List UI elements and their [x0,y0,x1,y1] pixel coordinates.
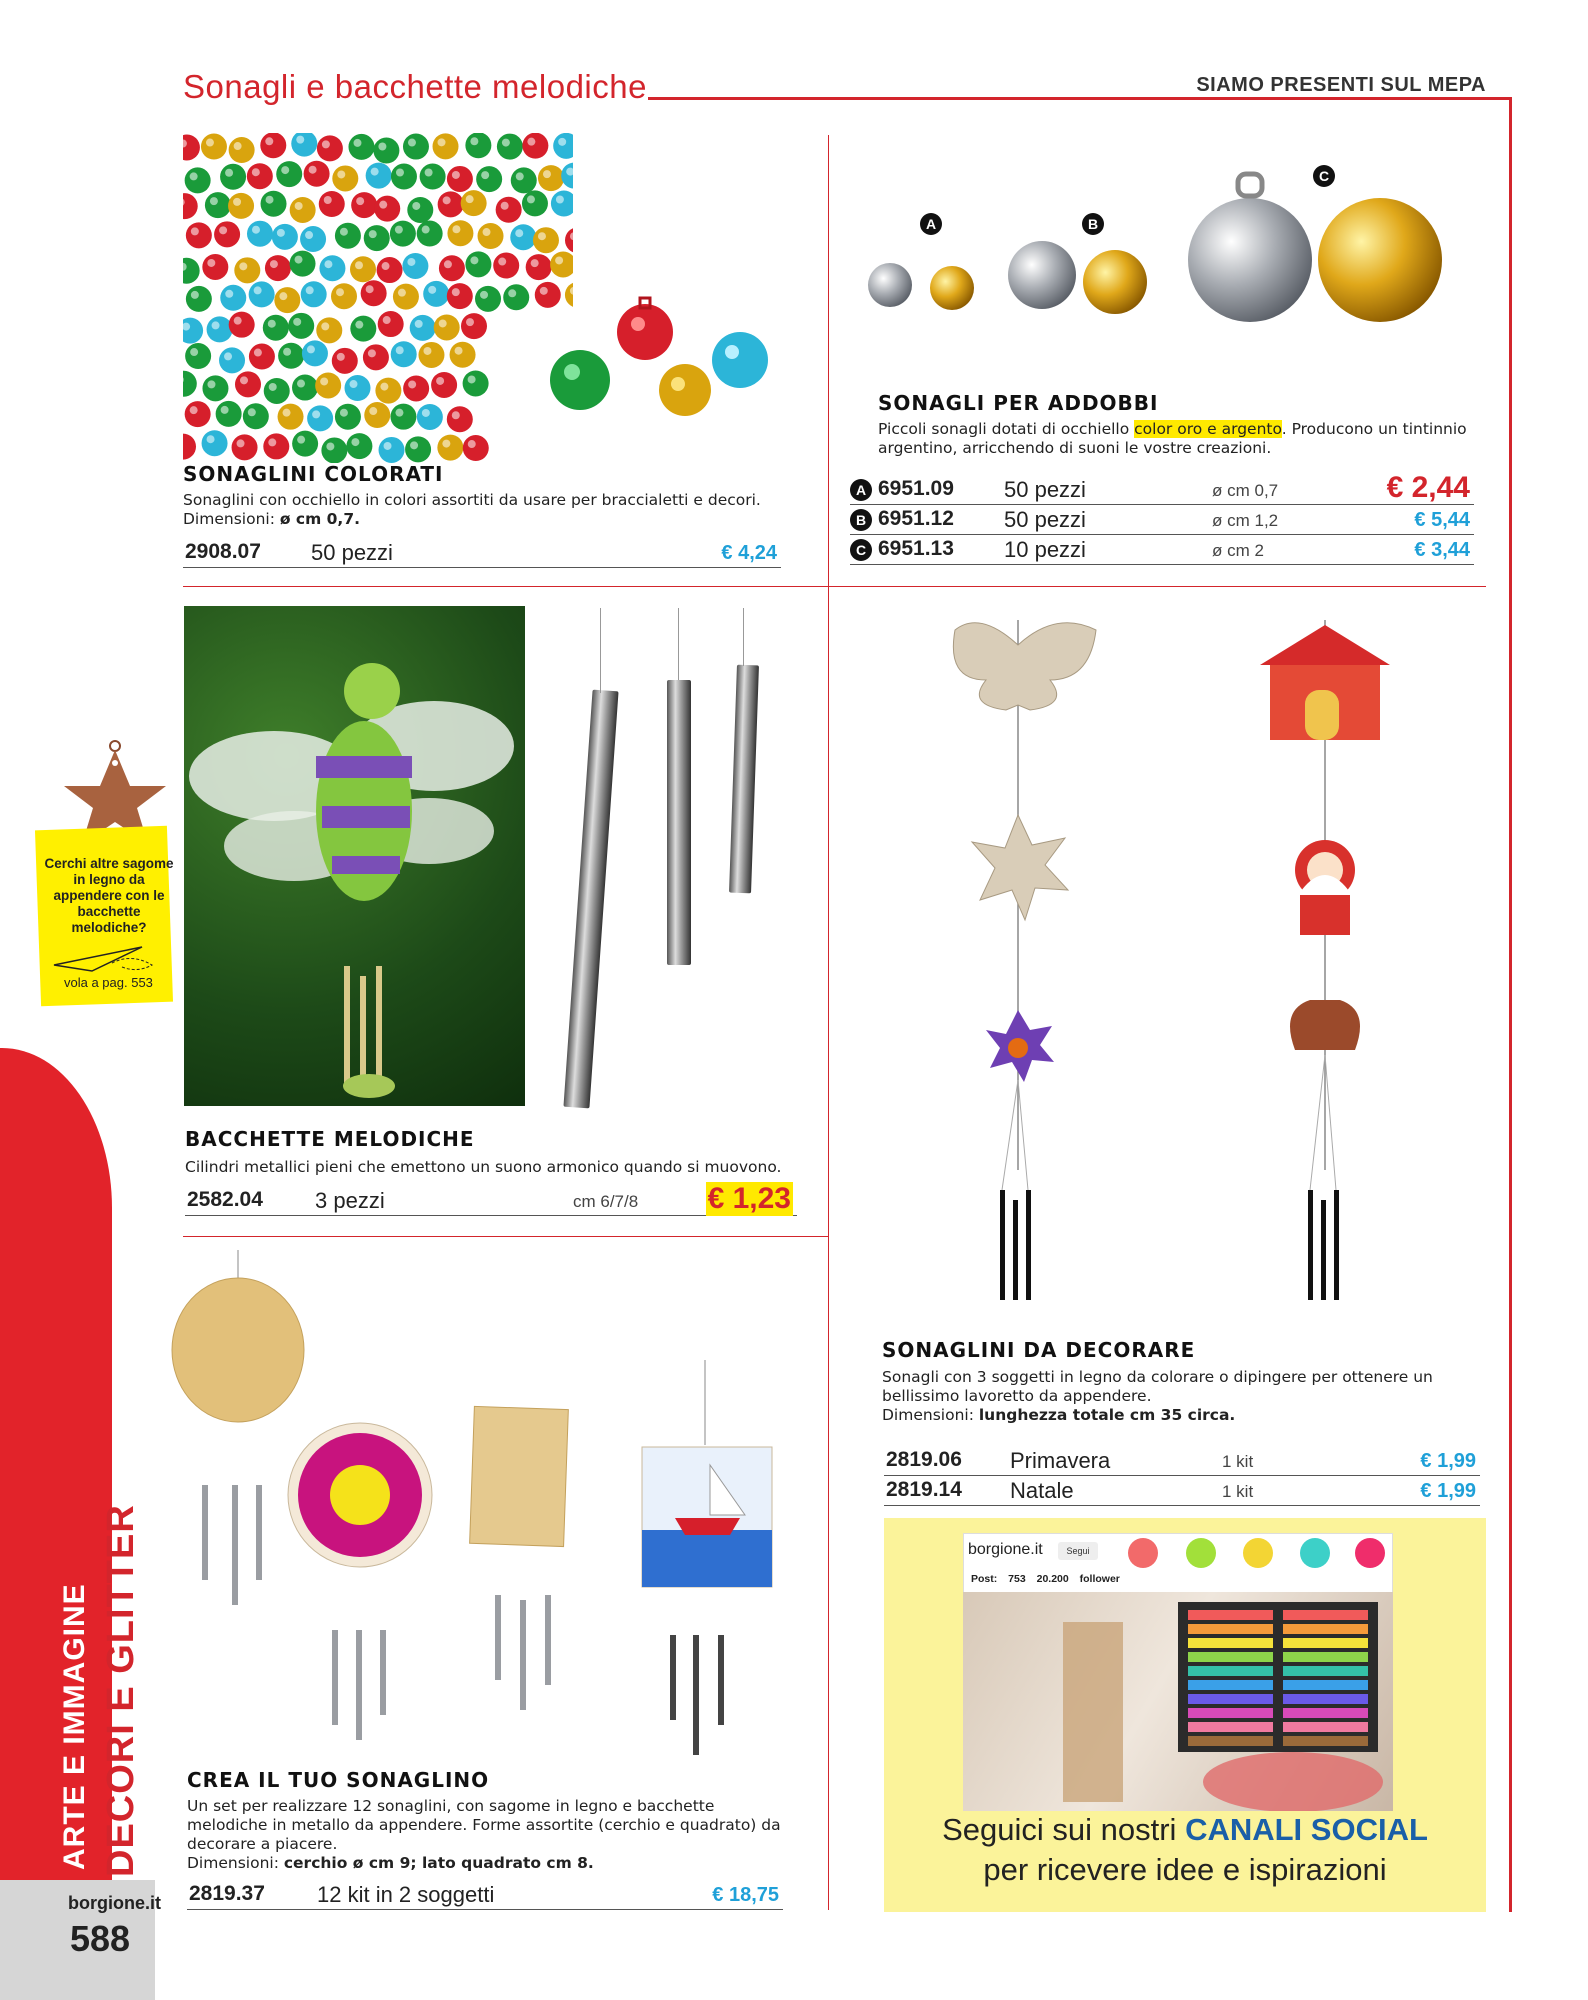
table-row [185,1182,797,1216]
product-code: 6951.09 [878,477,954,500]
highlight-icon[interactable] [1186,1538,1216,1568]
product-title: SONAGLI PER ADDOBBI [878,391,1159,415]
product-description: Sonaglini con occhiello in colori assortiti da usare per braccialetti e decori. Dimensioni: ø cm 0,7. [183,491,761,528]
diy-chimes-image [160,1250,810,1770]
loose-bells-image [540,290,780,430]
product-price: € 2,44 [1386,471,1470,504]
row-badge: A [850,479,872,501]
product-title: SONAGLINI COLORATI [183,462,444,486]
site-name[interactable]: borgione.it [68,1893,161,1913]
product-dimension: 1 kit [1222,1452,1254,1471]
callout-text: Cerchi altre sagome in legno da appendere con le bacchette melodiche? [44,856,174,935]
label-c: C [1313,165,1335,187]
product-description: Un set per realizzare 12 sonaglini, con sagome in legno e bacchette melodiche in metallo da appendere. Forme assortite (cerchio e quadrato) da decorare a piacere. Dimensioni: cerchio ø cm 9; lato quadrato cm 8. [187,1797,781,1872]
instagram-profile-name: borgione.it [968,1541,1043,1558]
chime-wire [600,608,601,693]
chime-rod [667,680,691,965]
product-quantity: 50 pezzi [1004,507,1086,532]
pastels-photo-icon [963,1592,1393,1811]
column-divider [828,135,829,1910]
callout-page-ref[interactable]: vola a pag. 553 [64,975,153,990]
product-quantity: 50 pezzi [1004,477,1086,502]
product-code: 2819.37 [189,1882,265,1905]
table-row [187,1880,783,1910]
colored-bells-icon [183,133,573,463]
table-row [183,538,781,568]
product-title: CREA IL TUO SONAGLINO [187,1768,490,1792]
product-title: BACCHETTE MELODICHE [185,1127,475,1151]
highlight-icon[interactable] [1128,1538,1158,1568]
product-quantity: 50 pezzi [311,540,393,565]
follow-button[interactable]: Segui [1058,1542,1098,1560]
right-border [1509,97,1512,1912]
product-code: 2582.04 [187,1188,263,1211]
product-price: € 1,99 [1420,1450,1476,1472]
product-code: 6951.13 [878,537,954,560]
chime-wire [678,608,679,680]
product-dimension: 1 kit [1222,1482,1254,1501]
table-row [850,505,1474,535]
row-divider [183,1236,828,1237]
product-quantity: 3 pezzi [315,1188,385,1213]
product-code: 2819.14 [886,1478,962,1501]
product-code: 2819.06 [886,1448,962,1471]
dragonfly-chime-icon [184,606,525,1106]
loose-bells-icon [540,290,780,430]
product-price: € 3,44 [1414,539,1470,561]
highlight-icon[interactable] [1243,1538,1273,1568]
label-a: A [920,213,942,235]
social-headline: Seguici sui nostri CANALI SOCIAL [942,1812,1428,1847]
product-description: Piccoli sonagli dotati di occhiello color oro e argento. Producono un tintinnio argentino, arricchendo di suoni le vostre creazioni. [878,420,1467,457]
product-quantity: 10 pezzi [1004,537,1086,562]
table-row [884,1476,1480,1506]
product-quantity: Primavera [1010,1448,1111,1473]
label-b: B [1082,213,1104,235]
product-title: SONAGLINI DA DECORARE [882,1338,1196,1362]
product-dimension: cm 6/7/8 [573,1192,639,1211]
wooden-chimes-image [900,610,1440,1320]
table-row [850,535,1474,565]
product-quantity: 12 kit in 2 soggetti [317,1882,495,1907]
table-row [884,1446,1480,1476]
section-label: ARTE E IMMAGINE [58,1583,91,1870]
header-rule [648,97,1510,100]
chime-wire [743,608,744,666]
colored-bells-image [183,133,573,463]
highlight-icon[interactable] [1300,1538,1330,1568]
section-sideband [0,1048,112,2000]
dragonfly-chime-photo [184,606,525,1106]
page-title: Sonagli e bacchette melodiche [183,68,647,105]
category-label: DECORI E GLITTER [100,1504,142,1877]
product-code: 2908.07 [185,540,261,563]
row-badge: B [850,509,872,531]
product-price: € 1,23 [707,1182,791,1215]
social-subline: per ricevere idee e ispirazioni [983,1852,1387,1887]
product-price: € 5,44 [1414,509,1470,531]
product-code: 6951.12 [878,507,954,530]
row-divider [183,586,1486,587]
mepa-notice: SIAMO PRESENTI SUL MEPA [1196,74,1486,96]
product-price: € 18,75 [712,1884,779,1906]
paper-plane-icon [52,945,162,973]
page-number: 588 [70,1918,131,1959]
product-dimension: ø cm 1,2 [1212,511,1279,530]
product-quantity: Natale [1010,1478,1074,1503]
highlight-icon[interactable] [1355,1538,1385,1568]
instagram-post-photo [963,1592,1393,1811]
row-badge: C [850,539,872,561]
silver-gold-bells-icon [860,150,1480,330]
table-row [850,471,1474,505]
product-price: € 1,99 [1420,1480,1476,1502]
product-dimension: ø cm 2 [1212,541,1264,560]
chime-rod [563,690,618,1109]
product-dimension: ø cm 0,7 [1212,481,1279,500]
instagram-stats: Post: 753 20.200 follower [971,1573,1120,1585]
chime-rod [729,665,759,894]
product-price: € 4,24 [721,542,777,564]
product-description: Cilindri metallici pieni che emettono un suono armonico quando si muovono. [185,1158,782,1176]
silver-gold-bells-image [860,150,1480,330]
product-description: Sonagli con 3 soggetti in legno da colorare o dipingere per ottenere un bellissimo lavoretto da appendere. Dimensioni: lunghezza totale cm 35 circa. [882,1368,1433,1424]
